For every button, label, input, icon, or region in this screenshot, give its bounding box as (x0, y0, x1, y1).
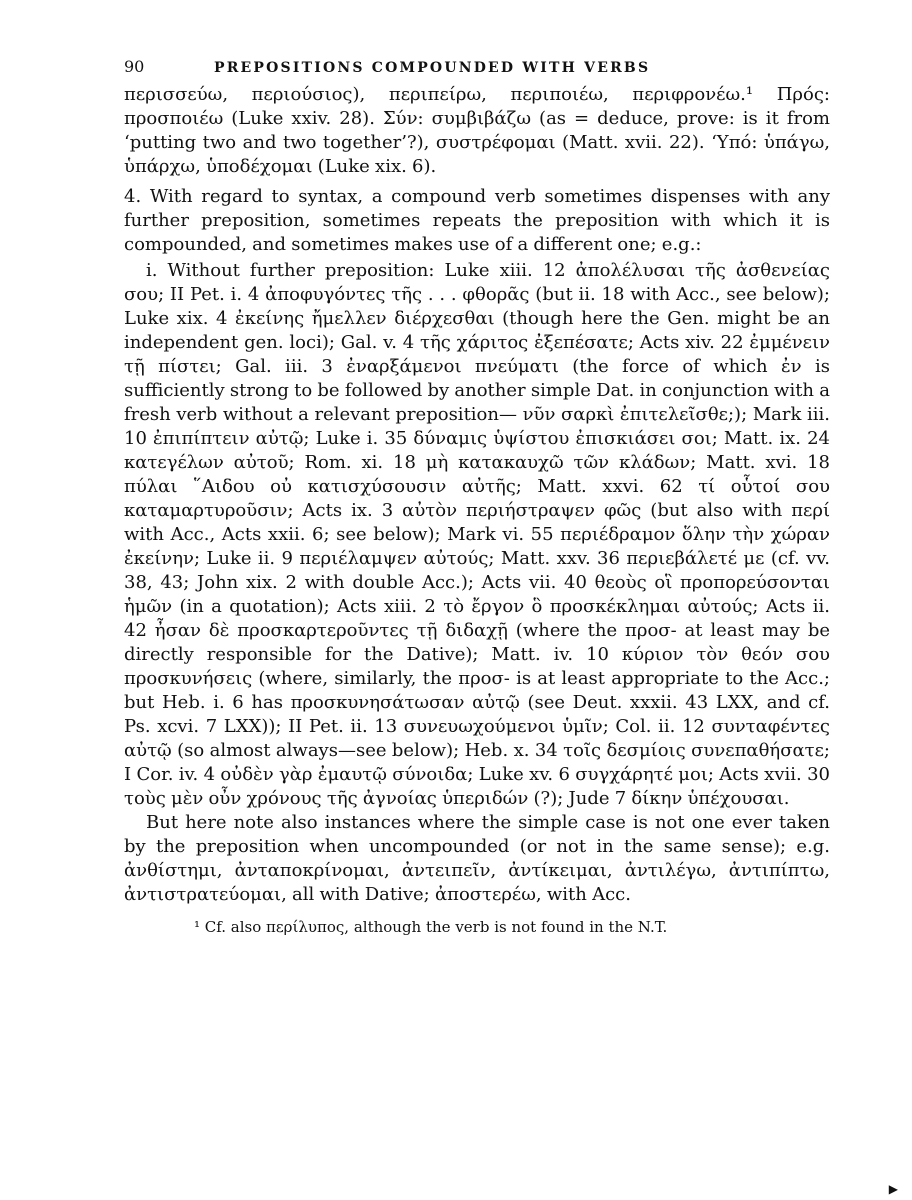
corner-arrow-icon: ▶ (888, 1182, 898, 1196)
footnote-separator (124, 907, 830, 917)
paragraph-simple-case-note: But here note also instances where the simple case is not one ever taken by the preposition when uncompounded (or not in the same sense); e.g. ἀνθίστημι, ἀνταποκρίνομαι, ἀντειπεῖν, ἀντίκειμαι, ἀντιλέγω, ἀντιπίπτω, ἀντιστρατεύομαι, all with Dative; ἀποστερέω, with Acc. (124, 812, 830, 905)
running-title: PREPOSITIONS COMPOUNDED WITH VERBS (214, 60, 651, 76)
paragraph-without-further-preposition: i. Without further preposition: Luke xiii. 12 ἀπολέλυσαι τῆς ἀσθενείας σου; II Pet. i. 4 ἀποφυγόντες τῆς . . . φθορᾶς (but ii. 18 with Acc., see below); Luke xix. 4 ἐκείνης ἤμελλεν διέρχεσθαι (though here the Gen. might be an independent gen. loci); Gal. v. 4 τῆς χάριτος ἐξεπέσατε; Acts xiv. 22 ἐμμένειν τῇ πίστει; Gal. iii. 3 ἐναρξάμενοι πνεύματι (the force of which ἐν is sufficiently strong to be followed by another simple Dat. in conjunction with a fresh verb without a relevant preposition— νῦν σαρκὶ ἐπιτελεῖσθε;); Mark iii. 10 ἐπιπίπτειν αὐτῷ; Luke i. 35 δύναμις ὑψίστου ἐπισκιάσει σοι; Matt. ix. 24 κατεγέλων αὐτοῦ; Rom. xi. 18 μὴ κατακαυχῶ τῶν κλάδων; Matt. xvi. 18 πύλαι ῞Αιδου οὐ κατισχύσουσιν αὐτῆς; Matt. xxvi. 62 τί οὗτοί σου καταμαρτυροῦσιν; Acts ix. 3 αὐτὸν περιήστραψεν φῶς (but also with περί with Acc., Acts xxii. 6; see below); Mark vi. 55 περιέδραμον ὅλην τὴν χώραν ἐκείνην; Luke ii. 9 περιέλαμψεν αὐτούς; Matt. xxv. 36 περιεβάλετέ με (cf. vv. 38, 43; John xix. 2 with double Acc.); Acts vii. 40 θεοὺς οἳ προπορεύσονται ἡμῶν (in a quotation); Acts xiii. 2 τὸ ἔργον ὃ προσκέκλημαι αὐτούς; Acts ii. 42 ἦσαν δὲ προσκαρτεροῦντες τῇ διδαχῇ (where the προσ- at least may be directly responsible for the Dative); Matt. iv. 10 κύριον τὸν θεόν σου προσκυνήσεις (where, similarly, the προσ- is at least appropriate to the Acc.; but Heb. i. 6 has προσκυνησάτωσαν αὐτῷ (see Deut. xxxii. 43 LXX, and cf. Ps. xcvi. 7 LXX)); II Pet. ii. 13 συνευωχούμενοι ὑμῖν; Col. ii. 12 συνταφέντες αὐτῷ (so almost always—see below); Heb. x. 34 τοῖς δεσμίοις συνεπαθήσατε; I Cor. iv. 4 οὐδὲν γὰρ ἐμαυτῷ σύνοιδα; Luke xv. 6 συγχάρητέ μοι; Acts xvii. 30 τοὺς μὲν οὖν χρόνους τῆς ἀγνοίας ὑπεριδών (?); Jude 7 δίκην ὑπέχουσαι. (124, 260, 830, 809)
book-page (124, 56, 830, 937)
paragraph-section-4: 4. With regard to syntax, a compound verb sometimes dispenses with any further preposition, sometimes repeats the preposition with which it is compounded, and sometimes makes use of a different one; e.g.: (124, 186, 830, 255)
running-head (124, 56, 830, 79)
page-number: 90 (124, 57, 145, 76)
footnote: ¹ Cf. also περίλυπος, although the verb is not found in the N.T. (194, 918, 668, 936)
paragraph-continuation: περισσεύω, περιούσιος), περιπείρω, περιποιέω, περιφρονέω.¹ Πρός: προσποιέω (Luke xxiv. 28). Σύν: συμβιβάζω (as = deduce, prove: is it from ‘putting two and two together’?), συστρέφομαι (Matt. xvii. 22). ‘Υπό: ὑπάγω, ὑπάρχω, ὑποδέχομαι (Luke xix. 6). (124, 84, 830, 177)
